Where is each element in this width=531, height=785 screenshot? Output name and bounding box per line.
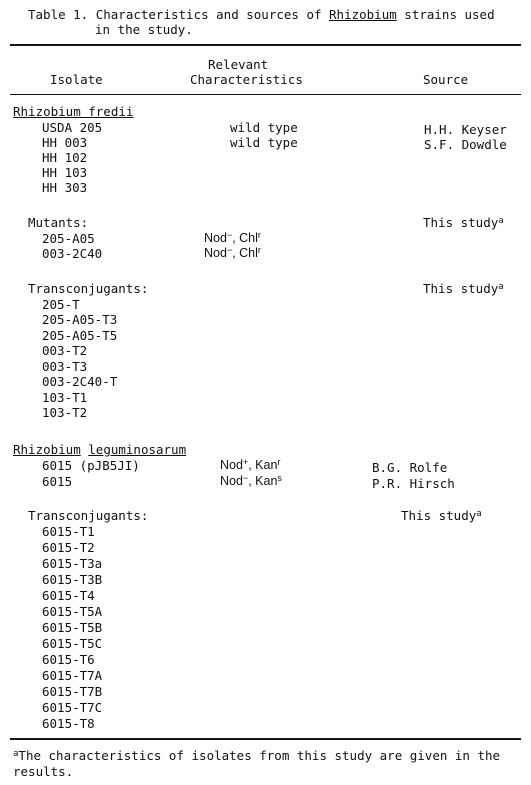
caption-genus: Rhizobium (329, 7, 397, 22)
isolate-row: 6015 (pJB5JI) (42, 458, 140, 473)
isolate-row: USDA 205 (42, 120, 103, 135)
footnote-line2: results. (13, 764, 74, 779)
isolate-row: HH 102 (42, 150, 88, 165)
transconjugant-item: 6015-T7B (42, 684, 103, 699)
transconjugant-item: 205-A05-T3 (42, 312, 118, 327)
mutant-characteristics: Nod−, Chl$^r$ (204, 245, 261, 260)
source-cell: S.F. Dowdle (424, 137, 507, 152)
header-isolate: Isolate (50, 72, 103, 87)
transconjugants-source: This study$^a$ (401, 508, 482, 523)
mutant-isolate: 003-2C40 (42, 246, 103, 261)
source-cell: P.R. Hirsch (372, 476, 455, 491)
transconjugant-item: 6015-T1 (42, 524, 95, 539)
transconjugant-item: 003-T3 (42, 359, 88, 374)
source-cell: H.H. Keyser (424, 122, 507, 137)
characteristics-cell: Nod−, Kan$^s$ (220, 473, 282, 488)
footnote-line1: $^a$The characteristics of isolates from this study are given in the (13, 748, 501, 763)
source-cell: B.G. Rolfe (372, 460, 448, 475)
transconjugant-item: 6015-T3a (42, 556, 103, 571)
isolate-row: HH 303 (42, 180, 88, 195)
transconjugant-item: 6015-T5A (42, 604, 103, 619)
mutants-label: Mutants: (28, 215, 89, 230)
header-relevant-line2: Characteristics (190, 72, 303, 87)
transconjugant-item: 6015-T6 (42, 652, 95, 667)
isolate-row: HH 103 (42, 165, 88, 180)
transconjugant-item: 003-2C40-T (42, 374, 118, 389)
isolate-row: 6015 (42, 474, 73, 489)
transconjugant-item: 6015-T7A (42, 668, 103, 683)
characteristics-cell: Nod+, Kan$^r$ (220, 457, 281, 472)
transconjugants-source: This study$^a$ (423, 281, 504, 296)
transconjugant-item: 6015-T7C (42, 700, 103, 715)
header-source: Source (423, 72, 469, 87)
transconjugant-item: 6015-T3B (42, 572, 103, 587)
table-caption (28, 7, 495, 22)
characteristics-cell: wild type (230, 120, 298, 135)
caption-suffix: strains used (396, 7, 495, 22)
header-relevant-line1: Relevant (208, 57, 269, 72)
caption-prefix: Table 1. Characteristics and sources of (28, 7, 330, 22)
section-title-leguminosarum: Rhizobium leguminosarum (13, 442, 187, 457)
mutant-isolate: 205-A05 (42, 231, 95, 246)
transconjugant-item: 205-A05-T5 (42, 328, 118, 343)
transconjugant-item: 103-T1 (42, 390, 88, 405)
transconjugants-label: Transconjugants: (28, 508, 149, 523)
top-rule (10, 44, 521, 46)
transconjugant-item: 6015-T5C (42, 636, 103, 651)
section-title-fredii: Rhizobium fredii (13, 104, 134, 119)
caption-line2: in the study. (95, 22, 193, 37)
transconjugant-item: 205-T (42, 297, 80, 312)
mutants-source: This study$^a$ (423, 215, 504, 230)
transconjugant-item: 6015-T5B (42, 620, 103, 635)
characteristics-cell: wild type (230, 135, 298, 150)
isolate-row: HH 003 (42, 135, 88, 150)
header-rule (10, 94, 521, 95)
transconjugant-item: 6015-T8 (42, 716, 95, 731)
transconjugant-item: 6015-T4 (42, 588, 95, 603)
transconjugant-item: 6015-T2 (42, 540, 95, 555)
transconjugant-item: 103-T2 (42, 405, 88, 420)
transconjugants-label: Transconjugants: (28, 281, 149, 296)
transconjugant-item: 003-T2 (42, 343, 88, 358)
bottom-rule (10, 738, 521, 740)
mutant-characteristics: Nod−, Chl$^r$ (204, 230, 261, 245)
